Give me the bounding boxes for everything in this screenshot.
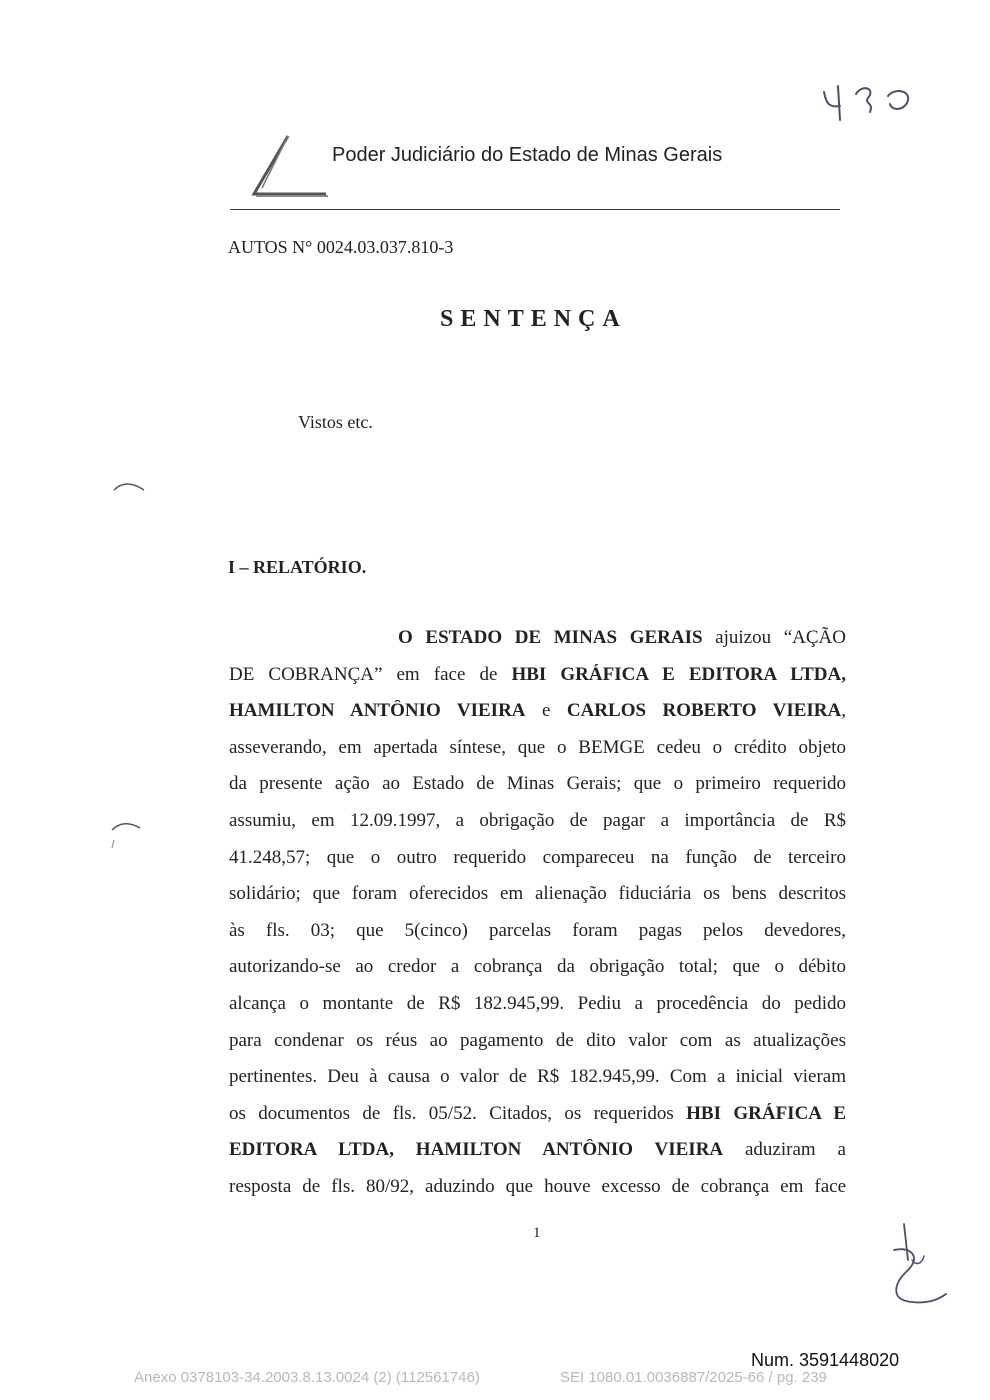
body-text: os documentos de fls. 05/52. Citados, os requeridos <box>229 1103 687 1124</box>
body-line <box>229 956 846 978</box>
body-text: aduziram a <box>723 1139 846 1160</box>
body-text: , <box>841 700 846 721</box>
page-number: 1 <box>533 1225 541 1241</box>
body-line <box>229 993 846 1015</box>
bold-text: HAMILTON ANTÔNIO VIEIRA <box>229 700 526 721</box>
body-text: e <box>525 700 567 721</box>
body-text: 41.248,57; que o outro requerido compareceu na função de terceiro <box>229 847 846 868</box>
court-name: Poder Judiciário do Estado de Minas Gerais <box>332 144 723 166</box>
body-line <box>229 920 846 942</box>
section-heading: I – RELATÓRIO. <box>228 557 367 577</box>
judiciary-logo-icon <box>248 134 330 200</box>
opening-phrase: Vistos etc. <box>298 412 373 432</box>
body-text: pertinentes. Deu à causa o valor de R$ 182.945,99. Com a inicial vieram <box>229 1066 846 1087</box>
body-line <box>229 1176 846 1198</box>
bold-text: CARLOS ROBERTO VIEIRA <box>566 700 842 721</box>
body-line <box>229 700 846 722</box>
body-line <box>229 1030 846 1052</box>
sei-reference: SEI 1080.01.0036887/2025-66 / pg. 239 <box>560 1369 827 1386</box>
body-line <box>229 1103 846 1125</box>
body-text: ajuizou “AÇÃO <box>702 627 846 648</box>
body-text: resposta de fls. 80/92, aduzindo que houve excesso de cobrança em face <box>229 1176 846 1197</box>
bold-text: EDITORA LTDA, HAMILTON ANTÔNIO VIEIRA <box>229 1139 724 1160</box>
body-line <box>229 773 846 795</box>
body-text: autorizando-se ao credor a cobrança da obrigação total; que o débito <box>229 956 846 977</box>
annex-reference: Anexo 0378103-34.2003.8.13.0024 (2) (112561746) <box>134 1369 480 1386</box>
document-title: SENTENÇA <box>440 306 627 332</box>
body-line <box>229 1066 846 1088</box>
body-line <box>229 883 846 905</box>
body-text: às fls. 03; que 5(cinco) parcelas foram pagas pelos devedores, <box>229 920 846 941</box>
body-line <box>229 847 846 869</box>
document-number: Num. 3591448020 <box>751 1350 900 1370</box>
body-text: asseverando, em apertada síntese, que o BEMGE cedeu o crédito objeto <box>229 737 846 758</box>
body-line <box>229 810 846 832</box>
body-text: para condenar os réus ao pagamento de dito valor com as atualizações <box>229 1030 846 1051</box>
body-text: solidário; que foram oferecidos em alienação fiduciária os bens descritos <box>229 883 846 904</box>
case-number: AUTOS N° 0024.03.037.810-3 <box>228 237 454 257</box>
bold-text: O ESTADO DE MINAS GERAIS <box>398 627 703 648</box>
handwritten-initial-mark <box>882 1220 952 1310</box>
body-line <box>229 737 846 759</box>
body-text: da presente ação ao Estado de Minas Gerais; que o primeiro requerido <box>229 773 846 794</box>
bold-text: HBI GRÁFICA E EDITORA LTDA, <box>511 664 846 685</box>
bold-text: HBI GRÁFICA E <box>686 1103 846 1124</box>
body-text: DE COBRANÇA” em face de <box>229 664 512 685</box>
header-divider <box>230 209 840 210</box>
margin-tick-mark-icon <box>108 818 142 852</box>
body-text: assumiu, em 12.09.1997, a obrigação de pagar a importância de R$ <box>229 810 846 831</box>
body-line <box>229 664 846 686</box>
body-text: alcança o montante de R$ 182.945,99. Pediu a procedência do pedido <box>229 993 846 1014</box>
margin-tick-mark-icon <box>112 478 146 496</box>
body-line <box>398 627 846 649</box>
body-line <box>229 1139 846 1161</box>
handwritten-folio-number <box>818 78 918 124</box>
